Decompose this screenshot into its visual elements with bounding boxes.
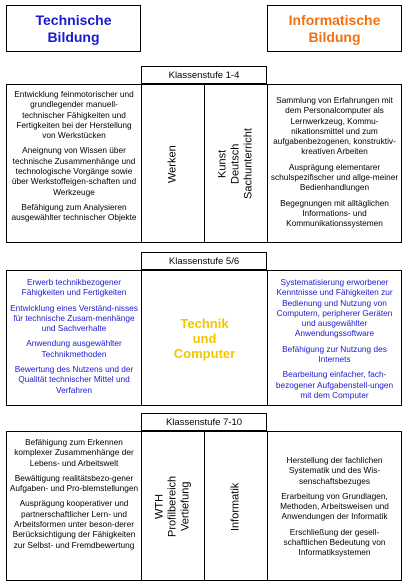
stage1-right-item: Begegnungen mit alltäglichen Informations- und Kommunikationssystemen (280, 197, 389, 229)
stage3-subject-informatik: Informatik (229, 482, 242, 531)
stage2-left-item: Bewertung des Nutzens und der Qualität technischer Mittel und Verfahren (14, 364, 134, 395)
stage3-right-column (268, 452, 401, 580)
stage3-label: Klassenstufe 7-10 (141, 413, 267, 431)
header-technische-bildung (6, 5, 141, 52)
stage3-right-item: Erschließung der gesell-schaftlichen Bedeutung von Informatiksystemen (283, 526, 386, 558)
stage1-subject-werken: Werken (166, 145, 179, 183)
stage3-right-item: Herstellung der fachlichen Systematik und des Wis-senschaftsbezuges (286, 455, 383, 486)
header-right-title: Informatische Bildung (288, 11, 381, 45)
stage2-right-item: Systematisierung erworbener Kenntnisse und Fähigkeiten zur Bedienung und Nutzung von Computern, peripherer Geräten und ausgewählter Anwendungssoftware (276, 277, 393, 339)
stage3-left-column (7, 434, 141, 580)
stage1-subject-kunst-deutsch-sachunterricht: Kunst Deutsch Sachunterricht (216, 128, 255, 200)
stage1-left-item: Befähigung zum Analysieren ausgewählter technischer Objekte (11, 201, 137, 223)
stage3-left-item: Bewältigung realitätsbezo-gener Aufgaben- und Pro-blemstellungen (9, 472, 139, 494)
stage3-left-item: Befähigung zum Erkennen komplexer Zusammenhänge der Lebens- und Arbeitswelt (14, 437, 134, 468)
stage1-left-item: Aneignung von Wissen über technische Zusammenhänge und technologische Vorgänge sowie über Werkstoffeigen-schaften und Werkzeuge (11, 145, 137, 197)
stage3-subject-wth: WTH Profilbereich Vertiefung (153, 475, 192, 538)
stage2-left-item: Erwerb technikbezogener Fähigkeiten und Fertigkeiten (21, 277, 127, 298)
stage2-right-item: Befähigung zur Nutzung des Internets (282, 343, 387, 365)
stage1-label: Klassenstufe 1-4 (141, 66, 267, 84)
stage2-left-item: Anwendung ausgewählter Technikmethoden (26, 338, 122, 359)
header-informatische-bildung (267, 5, 402, 52)
stage2-right-column (268, 274, 401, 405)
stage1-right-item: Sammlung von Erfahrungen mit dem Personalcomputer als Lernwerkzeug, Kommu-nikationsmittel und zum aufgabenbezogenen, konstruktiv-kreativen Arbeiten (273, 95, 396, 157)
stage3-right-item: Erarbeitung von Grundlagen, Methoden, Arbeitsweisen und Anwendungen der Informatik (280, 490, 389, 522)
stage1-left-item: Entwicklung feinmotorischer und grundlegender manuell-technischer Fähigkeiten und Fertigkeiten bei der Herstellung von Werkstücken (14, 89, 134, 141)
stage2-right-item: Bearbeitung einfacher, fach-bezogener Aufgabenstell-ungen mit dem Computer (275, 369, 394, 400)
stage2-left-column (7, 274, 141, 405)
stage1-left-column (7, 86, 141, 242)
stage2-center-title: Technik und Computer (173, 315, 236, 361)
stage1-right-item: Ausprägung elementarer schulspezifischer und allge-meiner Bedienhandlungen (270, 161, 399, 193)
stage2-left-item: Entwicklung eines Verständ-nisses für technische Zusam-menhänge und Sachverhalte (10, 302, 138, 334)
stage2-label: Klassenstufe 5/6 (141, 252, 267, 270)
stage1-right-column (268, 92, 401, 242)
stage3-left-item: Ausprägung kooperativer und partnerschaftlicher Lern- und Arbeitsformen unter beson-derer Berücksichtigung der Fähigkeiten zur Selbst- und Fremdbewertung (12, 498, 136, 550)
header-left-title: Technische Bildung (35, 11, 112, 45)
